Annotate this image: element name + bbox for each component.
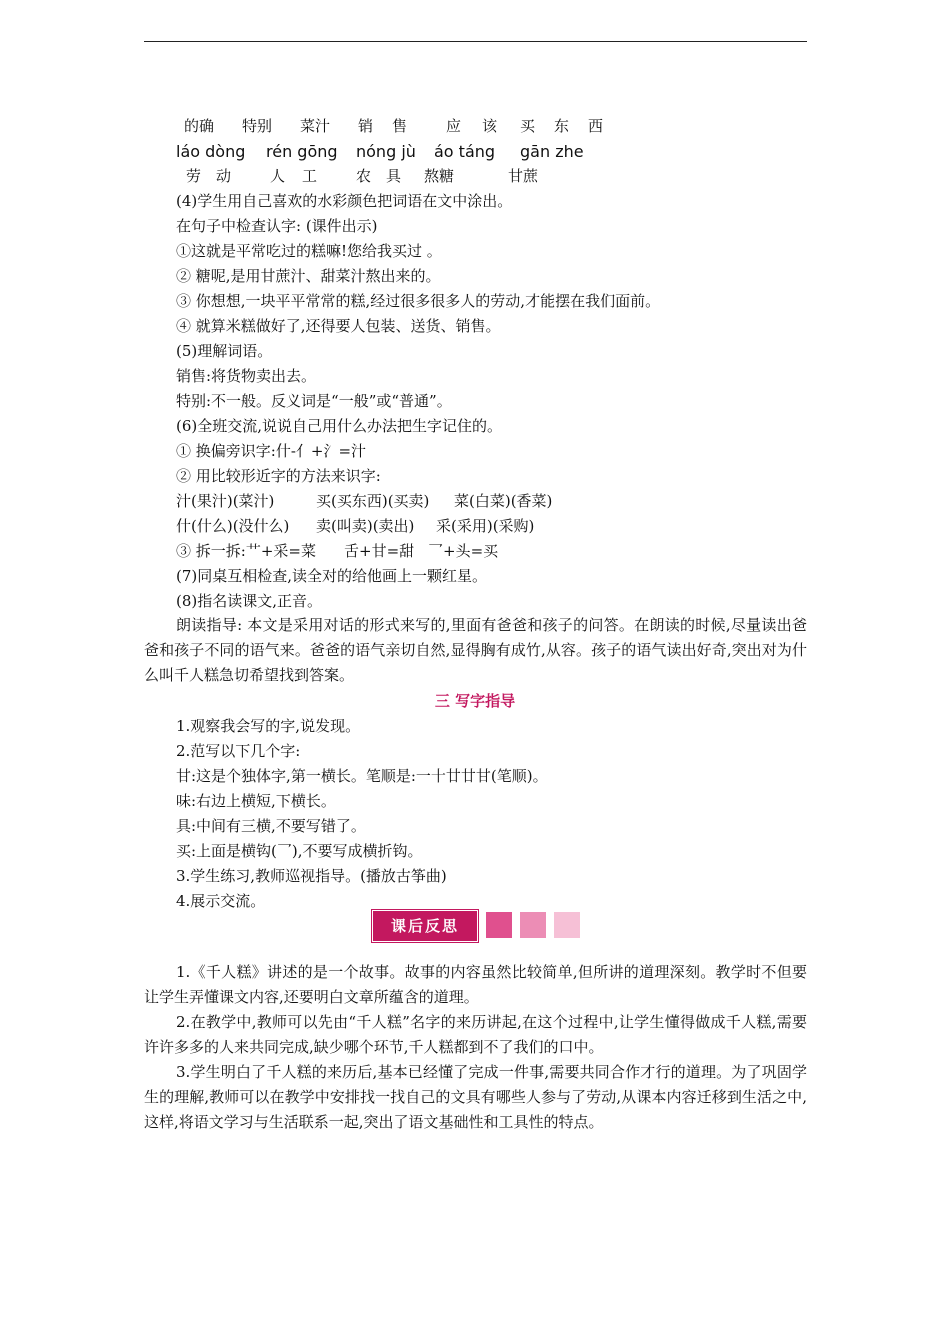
body-line: 1.观察我会写的字,说发现。 [176,717,361,735]
body-line: ④ 就算米糕做好了,还得要人包装、送货、销售。 [176,317,501,335]
body-line: (7)同桌互相检查,读全对的给他画上一颗红星。 [176,567,488,585]
split-item: 舌+甘=甜 [344,542,415,560]
body-line: 3.学生练习,教师巡视指导。(播放古筝曲) [176,867,447,885]
word: 销 [358,117,374,135]
banner-square [520,912,546,938]
word: 西 [588,117,604,135]
word: 人 [270,167,286,185]
word: 该 [482,117,498,135]
body-line: 销售:将货物卖出去。 [176,367,317,385]
split-item: 乛+头=买 [428,542,499,560]
word: 甘蔗 [508,167,539,185]
pinyin: láo dòng [176,142,246,161]
word: 的确 [184,117,215,135]
banner-title: 课后反思 [372,910,478,942]
body-line: ② 糖呢,是用甘蔗汁、甜菜汁熬出来的。 [176,267,441,285]
word: 熬糖 [424,167,455,185]
body-line: 4.展示交流。 [176,892,266,910]
reflection-paragraph: 3.学生明白了千人糕的来历后,基本已经懂了完成一件事,需要共同合作才行的道理。为了巩固学生的理解,教师可以在教学中安排找一找自己的文具有哪些人参与了劳动,从课本内容迁移到生活之中,这样,将语文学习与生活联系一起,突出了语文基础性和工具性的特点。 [144,1063,807,1131]
section-heading: 三 写字指导 [434,692,516,710]
word: 售 [392,117,408,135]
body-line: ①这就是平常吃过的糕嘛!您给我买过 。 [176,242,442,260]
compare-item: 汁(果汁)(菜汁) [176,492,275,510]
reading-guide: 朗读指导: 本文是采用对话的形式来写的,里面有爸爸和孩子的问答。在朗读的时候,尽量读出爸爸和孩子不同的语气来。爸爸的语气亲切自然,显得胸有成竹,从容。孩子的语气读出好奇,突出对为什么叫千人糕急切希望找到答案。 [144,616,807,684]
reflection-paragraph: 1.《千人糕》讲述的是一个故事。故事的内容虽然比较简单,但所讲的道理深刻。教学时不但要让学生弄懂课文内容,还要明白文章所蕴含的道理。 [144,963,807,1006]
body-line: ① 换偏旁识字:什-亻+氵=汁 [176,442,367,460]
word: 动 [216,167,232,185]
word: 买 [520,117,536,135]
body-line: (5)理解词语。 [176,342,273,360]
pinyin: nóng jù [356,142,416,161]
body-line: ③ 你想想,一块平平常常的糕,经过很多很多人的劳动,才能摆在我们面前。 [176,292,661,310]
body-line: (8)指名读课文,正音。 [176,592,323,610]
compare-item: 买(买东西)(买卖) [316,492,430,510]
banner-square [554,912,580,938]
word: 具 [386,167,402,185]
word: 应 [446,117,462,135]
compare-item: 采(采用)(采购) [436,517,535,535]
body-line: (6)全班交流,说说自己用什么办法把生字记住的。 [176,417,503,435]
body-line: 味:右边上横短,下横长。 [176,792,336,810]
body-line: 甘:这是个独体字,第一横长。笔顺是:一十廿廿甘(笔顺)。 [176,767,548,785]
body-line: 特别:不一般。反义词是“一般”或“普通”。 [176,392,452,410]
word: 农 [356,167,372,185]
compare-item: 菜(白菜)(香菜) [454,492,553,510]
body-line: ② 用比较形近字的方法来识字: [176,467,381,485]
body-line: (4)学生用自己喜欢的水彩颜色把词语在文中涂出。 [176,192,513,210]
word: 特别 [242,117,273,135]
compare-item: 什(什么)(没什么) [176,517,290,535]
word: 劳 [186,167,202,185]
body-line: 买:上面是横钩(乛),不要写成横折钩。 [176,842,423,860]
word: 菜汁 [300,117,331,135]
word: 东 [554,117,570,135]
pinyin: gān zhe [520,142,584,161]
pinyin: rén gōng [266,142,338,161]
banner-square [486,912,512,938]
word: 工 [302,167,318,185]
body-line: 2.范写以下几个字: [176,742,301,760]
split-item: ③ 拆一拆:艹+采=菜 [176,542,316,560]
header-rule [144,41,807,42]
body-line: 具:中间有三横,不要写错了。 [176,817,366,835]
body-line: 在句子中检查认字: (课件出示) [176,217,378,235]
reflection-paragraph: 2.在教学中,教师可以先由“千人糕”名字的来历讲起,在这个过程中,让学生懂得做成千人糕,需要许许多多的人来共同完成,缺少哪个环节,千人糕都到不了我们的口中。 [144,1013,807,1056]
pinyin: áo táng [434,142,496,161]
compare-item: 卖(叫卖)(卖出) [316,517,415,535]
